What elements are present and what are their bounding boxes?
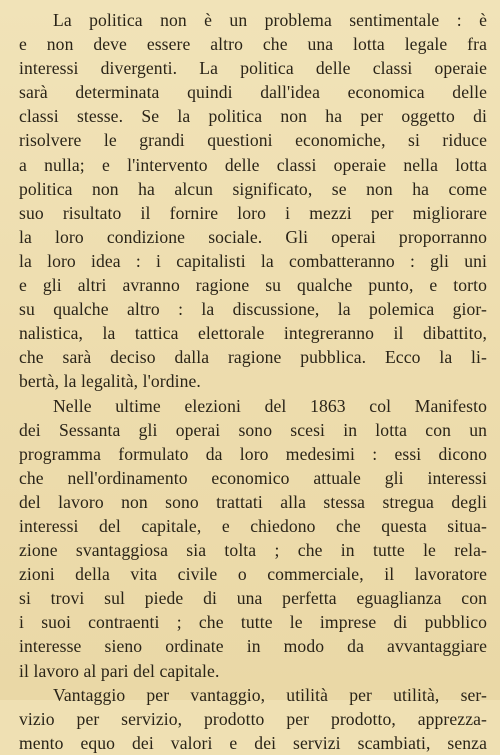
- text-line: a nulla; e l'intervento delle classi operaie nella lotta: [19, 154, 487, 175]
- text-line: interesse sieno ordinate in modo da avvantaggiare: [19, 636, 487, 657]
- text-line: zioni della vita civile o commerciale, il lavoratore: [19, 564, 487, 585]
- text-line: nalistica, la tattica elettorale integreranno il dibattito,: [19, 323, 487, 344]
- text-line: i suoi contraenti ; che tutte le imprese di pubblico: [19, 612, 487, 633]
- text-line: Nelle ultime elezioni del 1863 col Manifesto: [53, 395, 487, 416]
- text-line: mento equo dei valori e dei servizi scambiati, senza: [19, 732, 487, 753]
- text-line: sarà determinata quindi dall'idea economica delle: [19, 82, 487, 103]
- text-line: Vantaggio per vantaggio, utilità per utilità, ser-: [53, 684, 487, 705]
- text-line: programma formulato da loro medesimi : essi dicono: [19, 443, 487, 464]
- text-line: che sarà deciso dalla ragione pubblica. Ecco la li-: [19, 347, 487, 368]
- text-line: interessi del capitale, e chiedono che questa situa-: [19, 515, 487, 536]
- paragraph-1: [19, 8, 487, 394]
- page-text: [19, 8, 487, 755]
- text-line: suo risultato il fornire loro i mezzi per migliorare: [19, 202, 487, 223]
- text-line: e non deve essere altro che una lotta legale fra: [19, 34, 487, 55]
- text-line: vizio per servizio, prodotto per prodotto, apprezza-: [19, 708, 487, 729]
- text-line: che nell'ordinamento economico attuale gli interessi: [19, 467, 487, 488]
- text-line: politica non ha alcun significato, se non ha come: [19, 178, 487, 199]
- text-line: su qualche altro : la discussione, la polemica gior-: [19, 299, 487, 320]
- paragraph-3: [19, 683, 487, 755]
- text-line: la loro idea : i capitalisti la combatteranno : gli uni: [19, 250, 487, 271]
- paragraph-2: [19, 394, 487, 683]
- text-line: il lavoro al pari del capitale.: [19, 660, 220, 681]
- text-line: la loro condizione sociale. Gli operai proporranno: [19, 226, 487, 247]
- text-line: risolvere le grandi questioni economiche, si riduce: [19, 130, 487, 151]
- text-line: del lavoro non sono trattati alla stessa stregua degli: [19, 491, 487, 512]
- text-line: bertà, la legalità, l'ordine.: [19, 371, 201, 392]
- text-line: La politica non è un problema sentimentale : è: [53, 10, 487, 30]
- text-line: dei Sessanta gli operai sono scesi in lotta con un: [19, 419, 487, 440]
- text-line: classi stesse. Se la politica non ha per oggetto di: [19, 106, 487, 127]
- text-line: e gli altri avranno ragione su qualche punto, e torto: [19, 275, 487, 296]
- text-line: si trovi sul piede di una perfetta eguaglianza con: [19, 588, 487, 609]
- text-line: zione svantaggiosa sia tolta ; che in tutte le rela-: [19, 540, 487, 561]
- text-line: interessi divergenti. La politica delle classi operaie: [19, 58, 487, 79]
